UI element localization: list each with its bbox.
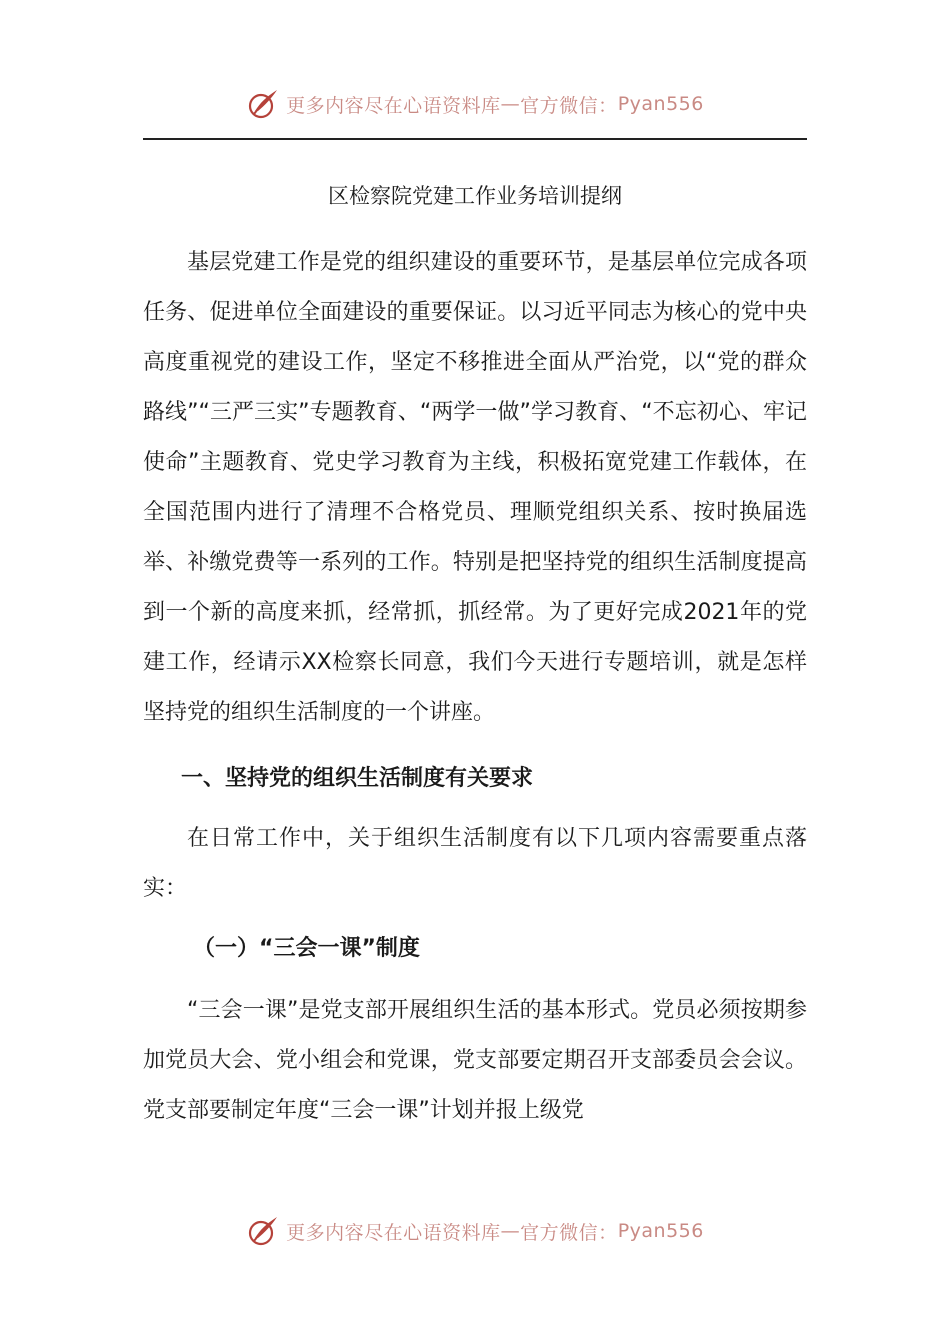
document-title: 区检察院党建工作业务培训提纲 xyxy=(328,184,622,208)
subsection-1-paragraph: “三会一课”是党支部开展组织生活的基本形式。党员必须按期参加党员大会、党小组会和党课，党支部要定期召开支部委员会会议。党支部要制定年度“三会一课”计划并报上级党 xyxy=(143,998,807,1123)
header-divider xyxy=(143,138,807,140)
intro-paragraph: 基层党建工作是党的组织建设的重要环节，是基层单位完成各项任务、促进单位全面建设的重要保证。以习近平同志为核心的党中央高度重视党的建设工作，坚定不移推进全面从严治党，以“党的群众路线”“三严三实”专题教育、“两学一做”学习教育、“不忘初心、牢记使命”主题教育、党史学习教育为主线，积极拓宽党建工作载体，在全国范围内进行了清理不合格党员、理顺党组织关系、按时换届选举、补缴党费等一系列的工作。特别是把坚持党的组织生活制度提高到一个新的高度来抓，经常抓，抓经常。为了更好完成2021年的党建工作，经请示XX检察长同意，我们今天进行专题培训，就是怎样坚持党的组织生活制度的一个讲座。 xyxy=(143,250,807,725)
watermark-wechat-label: 官方微信： xyxy=(520,1221,618,1244)
watermark-wechat-label: 官方微信： xyxy=(520,94,618,117)
watermark-header xyxy=(0,84,950,124)
subsection-1-heading: （一）“三会一课”制度 xyxy=(193,936,420,961)
watermark-site-text: 更多内容尽在心语资料库 xyxy=(286,94,501,117)
watermark-dash: — xyxy=(500,93,521,115)
watermark-dash: — xyxy=(500,1220,521,1242)
watermark-footer xyxy=(0,1211,950,1251)
quill-logo-icon xyxy=(246,1214,280,1248)
watermark-site-text: 更多内容尽在心语资料库 xyxy=(286,1221,501,1244)
section-1-heading: 一、坚持党的组织生活制度有关要求 xyxy=(181,766,534,791)
watermark-wechat-id: Pyan556 xyxy=(617,93,704,115)
quill-logo-icon xyxy=(246,87,280,121)
document-body xyxy=(143,176,807,1136)
watermark-wechat-id: Pyan556 xyxy=(617,1220,704,1242)
section-1-intro: 在日常工作中，关于组织生活制度有以下几项内容需要重点落实： xyxy=(143,826,807,901)
